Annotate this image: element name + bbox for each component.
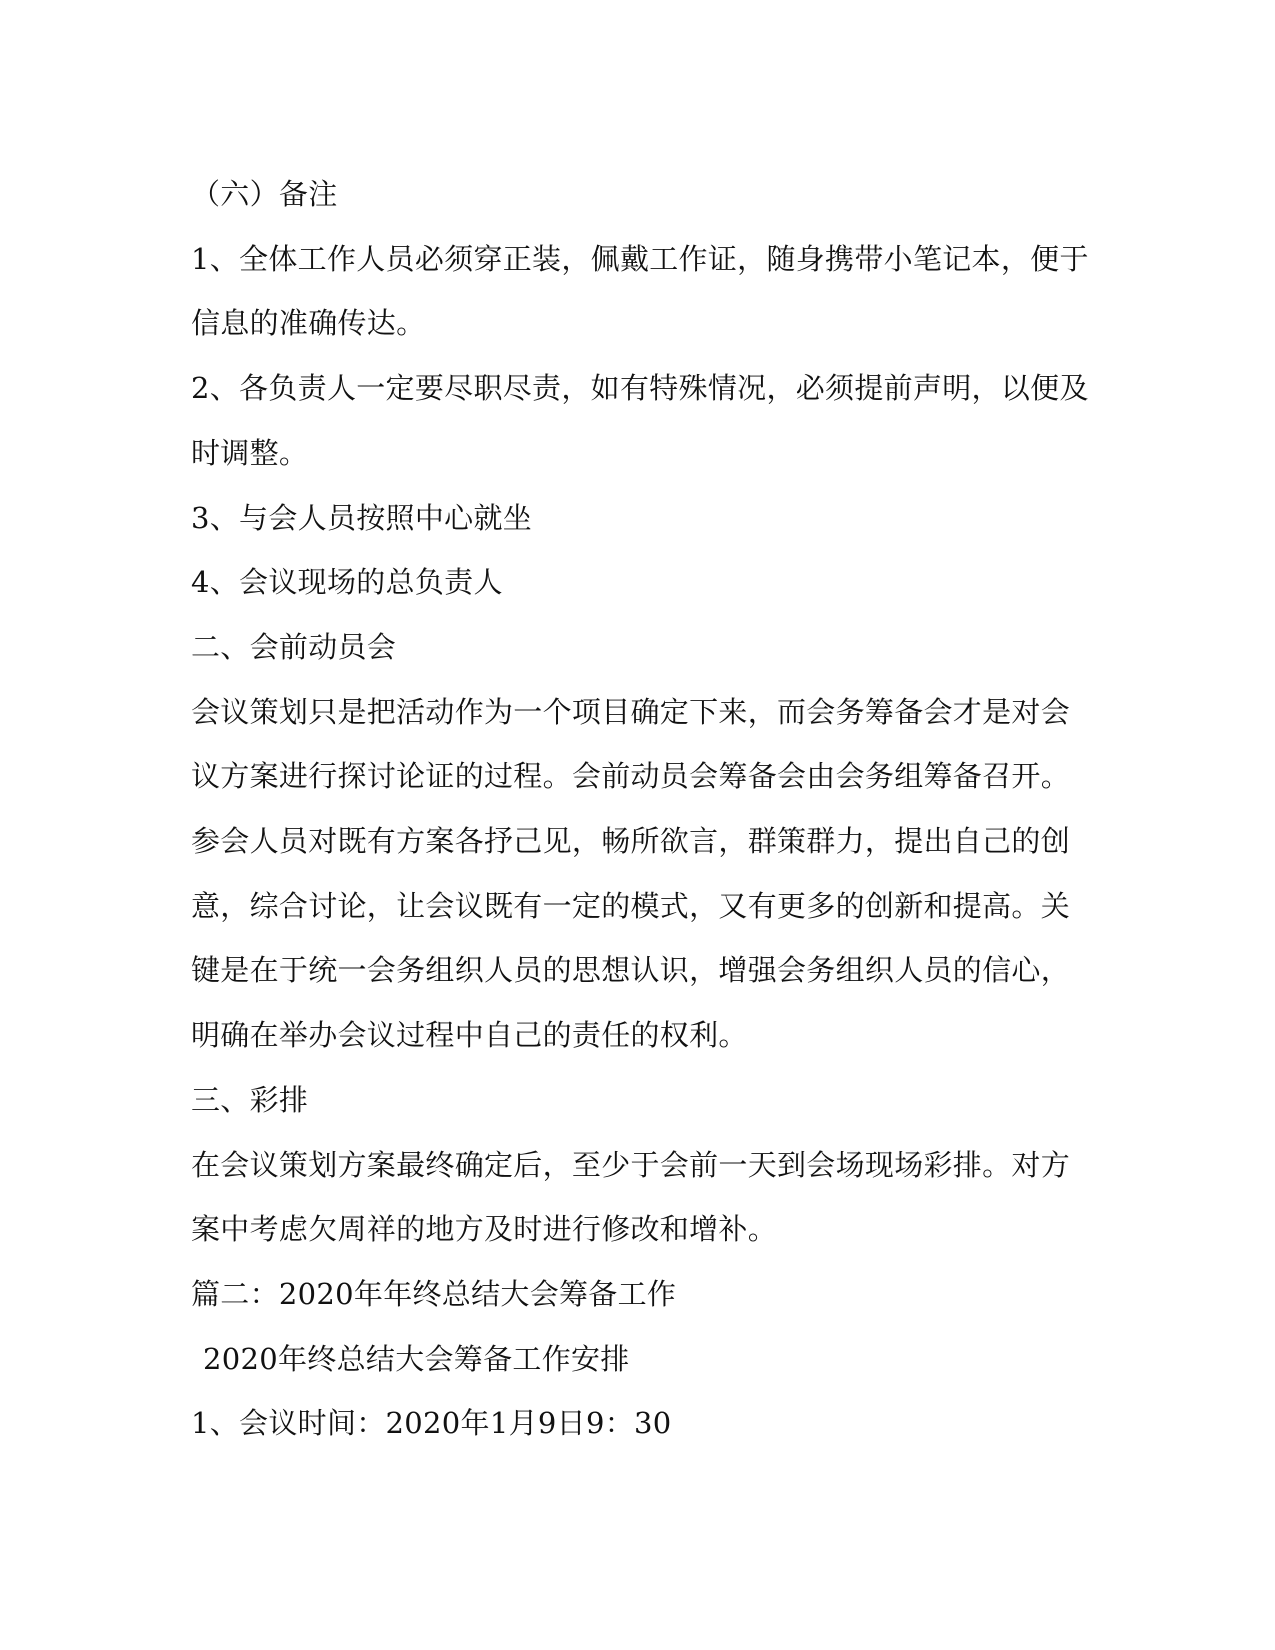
- arrangement-title: 2020年终总结大会筹备工作安排: [203, 1341, 630, 1376]
- text-line: 3、与会人员按照中心就坐: [191, 500, 533, 535]
- text-line: 在会议策划方案最终确定后，至少于会前一天到会场现场彩排。对方: [191, 1147, 1071, 1182]
- text-line: 会议策划只是把活动作为一个项目确定下来，而会务筹备会才是对会: [191, 694, 1071, 729]
- text-line: 议方案进行探讨论证的过程。会前动员会筹备会由会务组筹备召开。: [191, 759, 1071, 794]
- text-line: 2、各负责人一定要尽职尽责，如有特殊情况，必须提前声明，以便及: [191, 371, 1089, 406]
- text-line: 4、会议现场的总负责人: [191, 565, 503, 600]
- text-line: 意，综合讨论，让会议既有一定的模式，又有更多的创新和提高。关: [191, 888, 1071, 923]
- section-heading-mobilization: 二、会前动员会: [191, 629, 397, 664]
- text-line: 明确在举办会议过程中自己的责任的权利。: [191, 1018, 748, 1053]
- document-body: [191, 162, 1091, 1456]
- text-line: 参会人员对既有方案各抒己见，畅所欲言，群策群力，提出自己的创: [191, 824, 1071, 859]
- text-line: 1、全体工作人员必须穿正装，佩戴工作证，随身携带小笔记本，便于: [191, 241, 1089, 276]
- chapter-heading: 篇二：2020年年终总结大会筹备工作: [191, 1276, 677, 1311]
- text-line: 信息的准确传达。: [191, 306, 426, 341]
- text-line: 时调整。: [191, 435, 309, 470]
- section-heading-remarks: （六）备注: [191, 177, 338, 211]
- text-line: 1、会议时间：2020年1月9日9：30: [191, 1406, 672, 1441]
- text-line: 键是在于统一会务组织人员的思想认识，增强会务组织人员的信心，: [191, 953, 1071, 988]
- text-line: 案中考虑欠周祥的地方及时进行修改和增补。: [191, 1212, 778, 1247]
- section-heading-rehearsal: 三、彩排: [191, 1082, 309, 1117]
